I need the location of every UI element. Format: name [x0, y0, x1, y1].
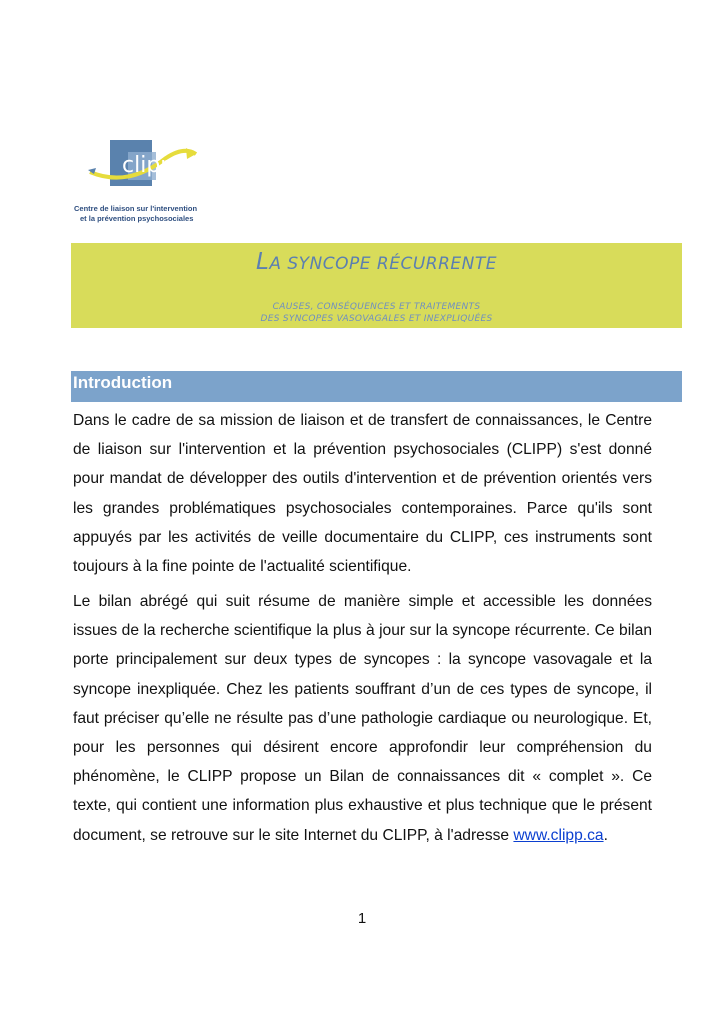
document-subtitle	[71, 301, 682, 325]
title-first-letter: L	[256, 249, 270, 275]
paragraph-2-end: .	[603, 826, 608, 844]
intro-paragraph-2	[73, 587, 652, 850]
logo-caption-line2: et la prévention psychosociales	[80, 214, 194, 223]
subtitle-line2: DES SYNCOPES VASOVAGALES ET INEXPLIQUÉES	[260, 314, 493, 324]
subtitle-line1: CAUSES, CONSÉQUENCES ET TRAITEMENTS	[272, 302, 481, 312]
document-title	[71, 249, 682, 275]
section-header-bar	[71, 371, 682, 402]
logo-caption	[74, 204, 214, 224]
clipp-website-link[interactable]: www.clipp.ca	[513, 826, 604, 844]
logo-brand-text: clipp	[122, 153, 175, 178]
title-rest: A SYNCOPE RÉCURRENTE	[269, 254, 497, 274]
paragraph-2-text: Le bilan abrégé qui suit résume de manière simple et accessible les données issues de la recherche scientifique la plus à jour sur la syncope récurrente. Ce bilan porte principalement sur deux types de syncopes : la syncope vasovagale et la syncope inexpliquée. Chez les patients souffrant d’un de ces types de syncope, il faut préciser qu’elle ne résulte pas d’une pathologie cardiaque ou neurologique. Et, pour les personnes qui désirent encore approfondir leur compréhension du phénomène, le CLIPP propose un Bilan de connaissances dit « complet ». Ce texte, qui contient une information plus exhaustive et plus technique que le présent document, se retrouve sur le site Internet du CLIPP, à l'adresse	[73, 593, 652, 844]
logo-caption-line1: Centre de liaison sur l'intervention	[74, 204, 198, 213]
intro-paragraph-1: Dans le cadre de sa mission de liaison et de transfert de connaissances, le Centre de liaison sur l'intervention et la prévention psychosociales (CLIPP) s'est donné pour mandat de développer des outils d'intervention et de prévention orientés vers les grandes problématiques psychosociales contemporaines. Parce qu'ils sont appuyés par les activités de veille documentaire du CLIPP, ces instruments sont toujours à la fine pointe de l'actualité scientifique.	[73, 412, 652, 576]
section-heading: Introduction	[73, 373, 173, 392]
clipp-logo	[70, 138, 210, 230]
clipp-logo-mark	[88, 138, 198, 202]
page-number: 1	[357, 910, 367, 927]
title-banner	[71, 243, 682, 328]
